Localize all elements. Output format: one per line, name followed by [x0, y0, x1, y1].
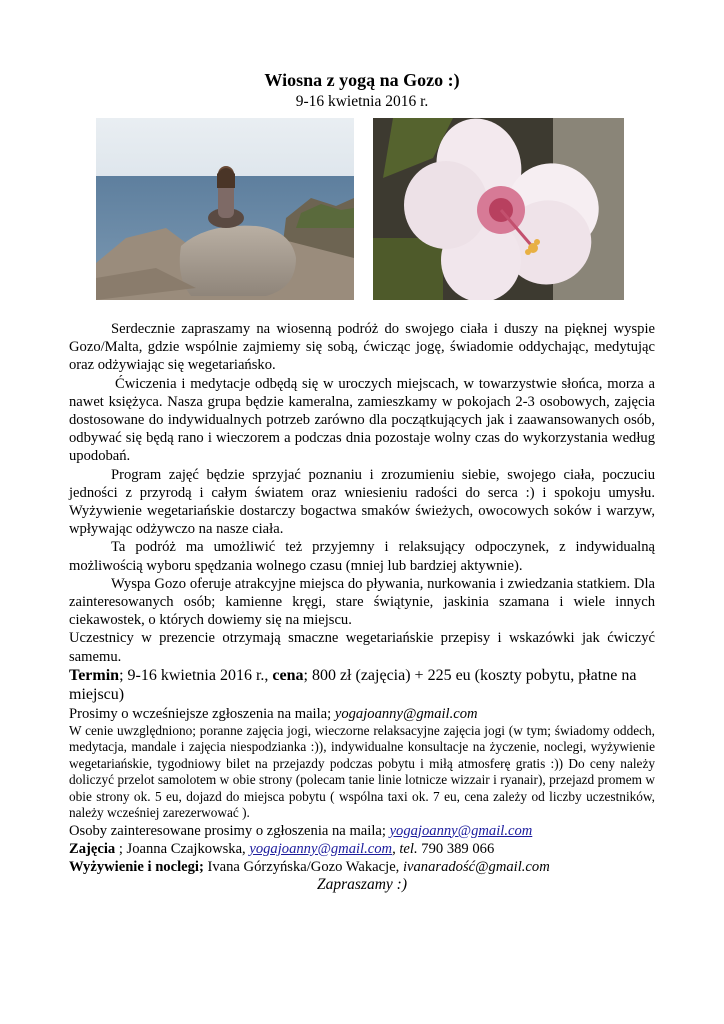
signup-text: Prosimy o wcześniejsze zgłoszenia na maila; — [69, 705, 335, 722]
meditation-image — [96, 118, 354, 300]
term-line — [69, 666, 655, 705]
food-person: Ivana Górzyńska/Gozo Wakacje, — [203, 858, 403, 875]
food-label: Wyżywienie i noclegi; — [69, 858, 204, 875]
classes-email-link[interactable]: yogajoanny@gmail.com — [249, 840, 393, 857]
paragraph-gift: Uczestnicy w prezencie otrzymają smaczne wegetariańskie przepisy i wskazówki jak ćwiczyć samemu. — [69, 630, 655, 665]
classes-tel-label: , tel. — [392, 840, 418, 857]
price-details: W cenie uwzględniono; poranne zajęcia jogi, wieczorne relaksacyjne zajęcia jogi (w tym; świadomy oddech, medytacja, mandale i zajęcia niespodzianka :)), indywidualne konsultacje na życzenie, noclegi, wyżywienie wegetariańskie, tygodniowy bilet na przejazdy podczas pobytu i miłą atmosferę gratis :)) Do ceny należy doliczyć przelot samolotem w obie strony (polecam tanie linie lotnicze wizzair i ryanair), przejazd promem w obie strony ok. 5 eu, dojazd do miejsca pobytu ( wspólna taxi ok. 7 eu, cena zależy od liczby uczestników, należy wcześniej zarezerwować ). — [69, 723, 655, 821]
invite-line — [69, 822, 655, 840]
photo-hibiscus — [373, 118, 624, 300]
invite-text: Osoby zainteresowane prosimy o zgłoszenia na maila; — [69, 822, 390, 839]
paragraph-gozo: Wyspa Gozo oferuje atrakcyjne miejsca do pływania, nurkowania i zwiedzania statkiem. Dla zainteresowanych osób; kamienne kręgi, stare świątynie, jaskinia szamana i wiele innych ciekawostek, o których dowiemy się na miejscu. — [69, 575, 655, 629]
photo-meditation — [96, 118, 354, 300]
classes-person: ; Joanna Czajkowska, — [115, 840, 250, 857]
document-body — [69, 320, 655, 894]
page-title: Wiosna z yogą na Gozo :) — [264, 70, 460, 90]
paragraph-intro: Serdecznie zapraszamy na wiosenną podróż do swojego ciała i duszy na pięknej wyspie Gozo/Malta, gdzie wspólnie zajmiemy się sobą, ćwicząc jogę, świadomie oddychając, medytując oraz odżywiając się wegetariańsko. — [69, 321, 655, 374]
term-dates: ; 9-16 kwietnia 2016 r., — [119, 666, 273, 684]
classes-phone: 790 389 066 — [417, 840, 495, 857]
classes-label: Zajęcia — [69, 840, 116, 857]
paragraph-exercises: Ćwiczenia i medytacje odbędą się w uroczych miejscach, w towarzystwie słońca, morza a nawet księżyca. Nasza grupa będzie kameralna, zamieszkamy w pokojach 2-3 osobowych, zajęcia dostosowane do indywidualnych potrzeb zarówno dla początkujących jak i zaawansowanych osób, odbywać się będą rano i wieczorem a podczas dnia pozostaje wolny czas do wykorzystania według upodobań. — [69, 375, 655, 465]
price-value: ; 800 zł (zajęcia) + 225 eu (koszty pobytu, płatne na miejscu) — [69, 666, 637, 704]
closing-text: Zapraszamy :) — [317, 876, 407, 894]
event-dates: 9-16 kwietnia 2016 r. — [295, 93, 429, 110]
food-line — [69, 858, 655, 876]
signup-line — [69, 705, 655, 723]
signup-email: yogajoanny@gmail.com — [334, 705, 478, 722]
classes-line — [69, 840, 655, 858]
food-email: ivanaradość@gmail.com — [402, 858, 550, 875]
invite-email-link[interactable]: yogajoanny@gmail.com — [389, 822, 533, 839]
price-label: cena — [272, 666, 304, 684]
term-label: Termin — [69, 666, 120, 684]
paragraph-relax: Ta podróż ma umożliwić też przyjemny i relaksujący odpoczynek, z indywidualną możliwością wyboru spędzania wolnego czasu (mniej lub bardziej aktywnie). — [69, 539, 655, 574]
hibiscus-image — [373, 118, 624, 300]
paragraph-program: Program zajęć będzie sprzyjać poznaniu i zrozumieniu siebie, swojego ciała, poczuciu jedności z przyrodą i całym światem oraz wniesieniu radości do serca :) i spokoju umysłu. Wyżywienie wegetariańskie dostarczy bogactwa smaków świeżych, owocowych soków i warzyw, wpływając odżywczo na nasze ciała. — [69, 466, 655, 538]
